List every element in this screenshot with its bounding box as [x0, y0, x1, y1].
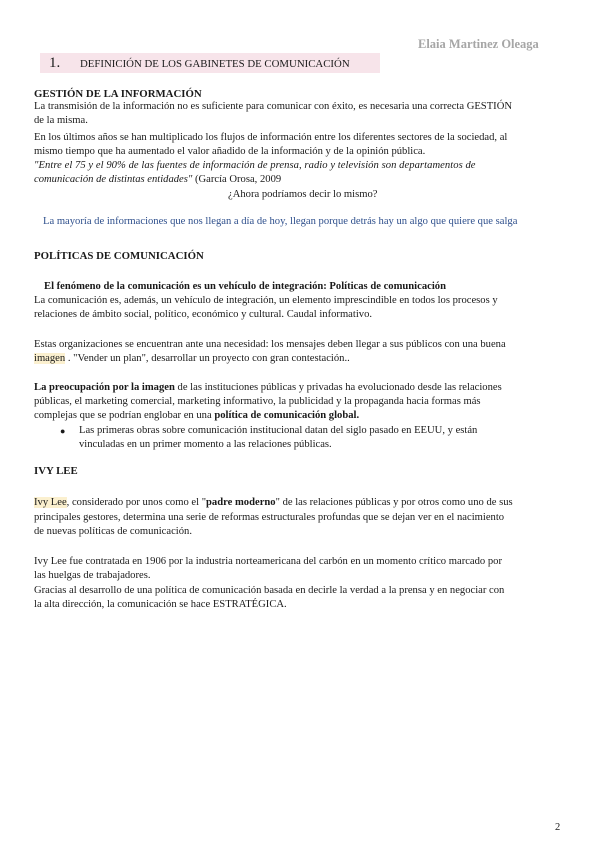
preocupacion-bold: La preocupación por la imagen	[34, 382, 175, 393]
s1-quote-line-1: "Entre el 75 y el 90% de las fuentes de información de prensa, radio y televisión son departamentos de	[34, 160, 476, 171]
s2-paragraph-3-line-3	[34, 409, 540, 424]
s2-bullet-line-2: vinculadas en un primer momento a las relaciones públicas.	[79, 439, 332, 450]
s1-quote-line-2	[34, 173, 540, 188]
section-title-ivy-lee: IVY LEE	[34, 465, 78, 477]
s1-paragraph-1-line-2: de la misma.	[34, 115, 88, 126]
s1-paragraph-1-line-1: La transmisión de la información no es suficiente para comunicar con éxito, es necesaria una correcta GESTIÓN	[34, 101, 513, 112]
s3-paragraph-3-line-1: Gracias al desarrollo de una política de comunicación basada en decirle la verdad a la prensa y en negociar con	[34, 585, 505, 596]
s1-paragraph-2-line-2: mismo tiempo que ha aumentado el valor añadido de la información y de la opinión pública.	[34, 146, 426, 157]
ivy-lee-highlight: Ivy Lee	[34, 497, 67, 508]
preocupacion-rest: de las instituciones públicas y privadas ha evolucionado desde las relaciones	[174, 382, 502, 393]
heading-number: 1.	[49, 55, 61, 71]
heading-title: DEFINICIÓN DE LOS GABINETES DE COMUNICACIÓN	[80, 58, 350, 70]
s3-paragraph-1-line-3: de nuevas políticas de comunicación.	[34, 526, 192, 537]
s1-question: ¿Ahora podríamos decir lo mismo?	[228, 189, 378, 200]
s2-bullet-line-1: Las primeras obras sobre comunicación institucional datan del siglo pasado en EEUU, y están	[79, 425, 478, 436]
s2-paragraph-3-line-1	[34, 381, 544, 396]
s1-blue-line: La mayoría de informaciones que nos llegan a día de hoy, llegan porque detrás hay un algo que quiere que salga	[43, 216, 518, 227]
relaciones-text: " de las relaciones públicas y por otros como uno de sus	[275, 497, 513, 508]
s2-paragraph-3-line-2: públicas, el marketing comercial, marketing informativo, la publicidad y la propaganda hacia formas más	[34, 396, 481, 407]
s3-paragraph-2-line-1: Ivy Lee fue contratada en 1906 por la industria norteamericana del carbón en un momento crítico marcado por	[34, 556, 502, 567]
s2-paragraph-2-line-2	[34, 352, 540, 367]
s3-paragraph-2-line-2: las huelgas de trabajadores.	[34, 570, 151, 581]
imagen-highlight: imagen	[34, 353, 66, 364]
section-title-politicas: POLÍTICAS DE COMUNICACIÓN	[34, 250, 204, 262]
section-title-gestion: GESTIÓN DE LA INFORMACIÓN	[34, 88, 202, 100]
politica-global-bold: política de comunicación global.	[214, 410, 360, 421]
s3-paragraph-1-line-2: principales gestores, determina una serie de reformas estructurales profundas que se dejan ver en el nacimiento	[34, 512, 505, 523]
s1-paragraph-2-line-1: En los últimos años se han multiplicado los flujos de información entre los diferentes sectores de la sociedad, al	[34, 132, 508, 143]
considerado-text: , considerado por unos como el "	[66, 497, 207, 508]
s2-paragraph-1-line-1: La comunicación es, además, un vehículo de integración, un elemento imprescindible en todos los procesos y	[34, 295, 498, 306]
s3-paragraph-1-line-1	[34, 496, 544, 511]
s2-paragraph-2-line-1: Estas organizaciones se encuentran ante una necesidad: los mensajes deben llegar a sus públicos con una buena	[34, 339, 506, 350]
s2-paragraph-1-line-2: relaciones de ámbito social, político, económico y cultural. Caudal informativo.	[34, 309, 373, 320]
quote-text: comunicación de distintas entidades"	[34, 174, 193, 185]
quote-source: (García Orosa, 2009	[192, 174, 282, 185]
s3-paragraph-3-line-2: la alta dirección, la comunicación se hace ESTRATÉGICA.	[34, 599, 287, 610]
complejas-text: complejas que se podrían englobar en una	[34, 410, 215, 421]
s2-subtitle: El fenómeno de la comunicación es un vehículo de integración: Políticas de comunicación	[44, 281, 446, 292]
author-name: Elaia Martinez Oleaga	[418, 37, 539, 51]
vender-plan-text: . "Vender un plan", desarrollar un proyecto con gran contestación..	[65, 353, 350, 364]
bullet-icon: ●	[60, 426, 66, 436]
page-number: 2	[555, 822, 561, 833]
padre-moderno-bold: padre moderno	[206, 497, 276, 508]
